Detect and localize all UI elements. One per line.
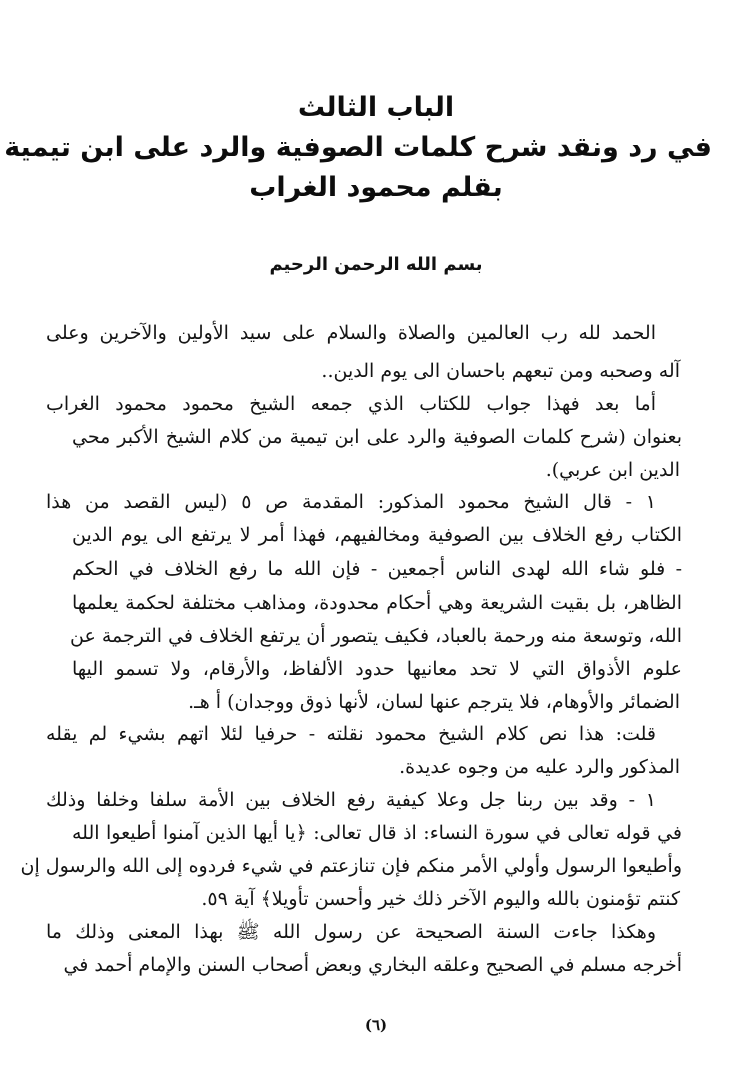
body-line: الحمد لله رب العالمين والصلاة والسلام على سيد الأولين والآخرين وعلى	[46, 322, 656, 344]
body-line: أخرجه مسلم في الصحيح وعلقه البخاري وبعض أصحاب السنن والإمام أحمد في	[63, 954, 682, 976]
body-line: الظاهر، بل بقيت الشريعة وهي أحكام محدودة، ومذاهب مختلفة لحكمة يعلمها	[72, 592, 682, 614]
body-line: الكتاب رفع الخلاف بين الصوفية ومخالفيهم، فهذا أمر لا يرتفع الى يوم الدين	[72, 524, 682, 546]
body-line: الدين ابن عربي).	[545, 459, 680, 481]
body-line: وهكذا جاءت السنة الصحيحة عن رسول الله ﷺ بهذا المعنى وذلك ما	[46, 921, 656, 943]
chapter-author: بقلم محمود الغراب	[249, 172, 503, 203]
body-line: المذكور والرد عليه من وجوه عديدة.	[399, 756, 680, 778]
body-line: آله وصحبه ومن تبعهم باحسان الى يوم الدين..	[321, 360, 680, 382]
body-line: أما بعد فهذا جواب للكتاب الذي جمعه الشيخ محمود محمود الغراب	[46, 393, 656, 415]
body-line: ١ - قال الشيخ محمود المذكور: المقدمة ص ٥ (ليس القصد من هذا	[46, 491, 656, 513]
body-line: علوم الأذواق التي لا تحد معانيها حدود الألفاظ، والأرقام، ولا تسمو اليها	[72, 658, 682, 680]
body-line: - فلو شاء الله لهدى الناس أجمعين - فإن الله ما رفع الخلاف في الحكم	[72, 558, 682, 580]
basmala: بسم الله الرحمن الرحيم	[269, 254, 483, 275]
body-line: الله، وتوسعة منه ورحمة بالعباد، فكيف يتصور أن يرتفع الخلاف في الترجمة عن	[70, 625, 682, 647]
body-line: بعنوان (شرح كلمات الصوفية والرد على ابن تيمية من كلام الشيخ الأكبر محي	[72, 426, 682, 448]
chapter-subtitle: في رد ونقد شرح كلمات الصوفية والرد على ابن تيمية	[4, 132, 712, 163]
body-line: ١ - وقد بين ربنا جل وعلا كيفية رفع الخلاف بين الأمة سلفا وخلفا وذلك	[46, 789, 656, 811]
chapter-title: الباب الثالث	[297, 92, 455, 123]
body-line: في قوله تعالى في سورة النساء: اذ قال تعالى: ﴿يا أيها الذين آمنوا أطيعوا الله	[72, 822, 682, 844]
body-line: وأطيعوا الرسول وأولي الأمر منكم فإن تنازعتم في شيء فردوه إلى الله والرسول إن	[20, 855, 682, 877]
page-number: (٦)	[364, 1016, 388, 1034]
body-line: كنتم تؤمنون بالله واليوم الآخر ذلك خير وأحسن تأويلا﴾ آية ٥٩.	[201, 888, 680, 910]
body-line: الضمائر والأوهام، فلا يترجم عنها لسان، لأنها ذوق ووجدان) أ هـ.	[188, 691, 680, 713]
body-line: قلت: هذا نص كلام الشيخ محمود نقلته - حرفيا لئلا اتهم بشيء لم يقله	[46, 723, 656, 745]
